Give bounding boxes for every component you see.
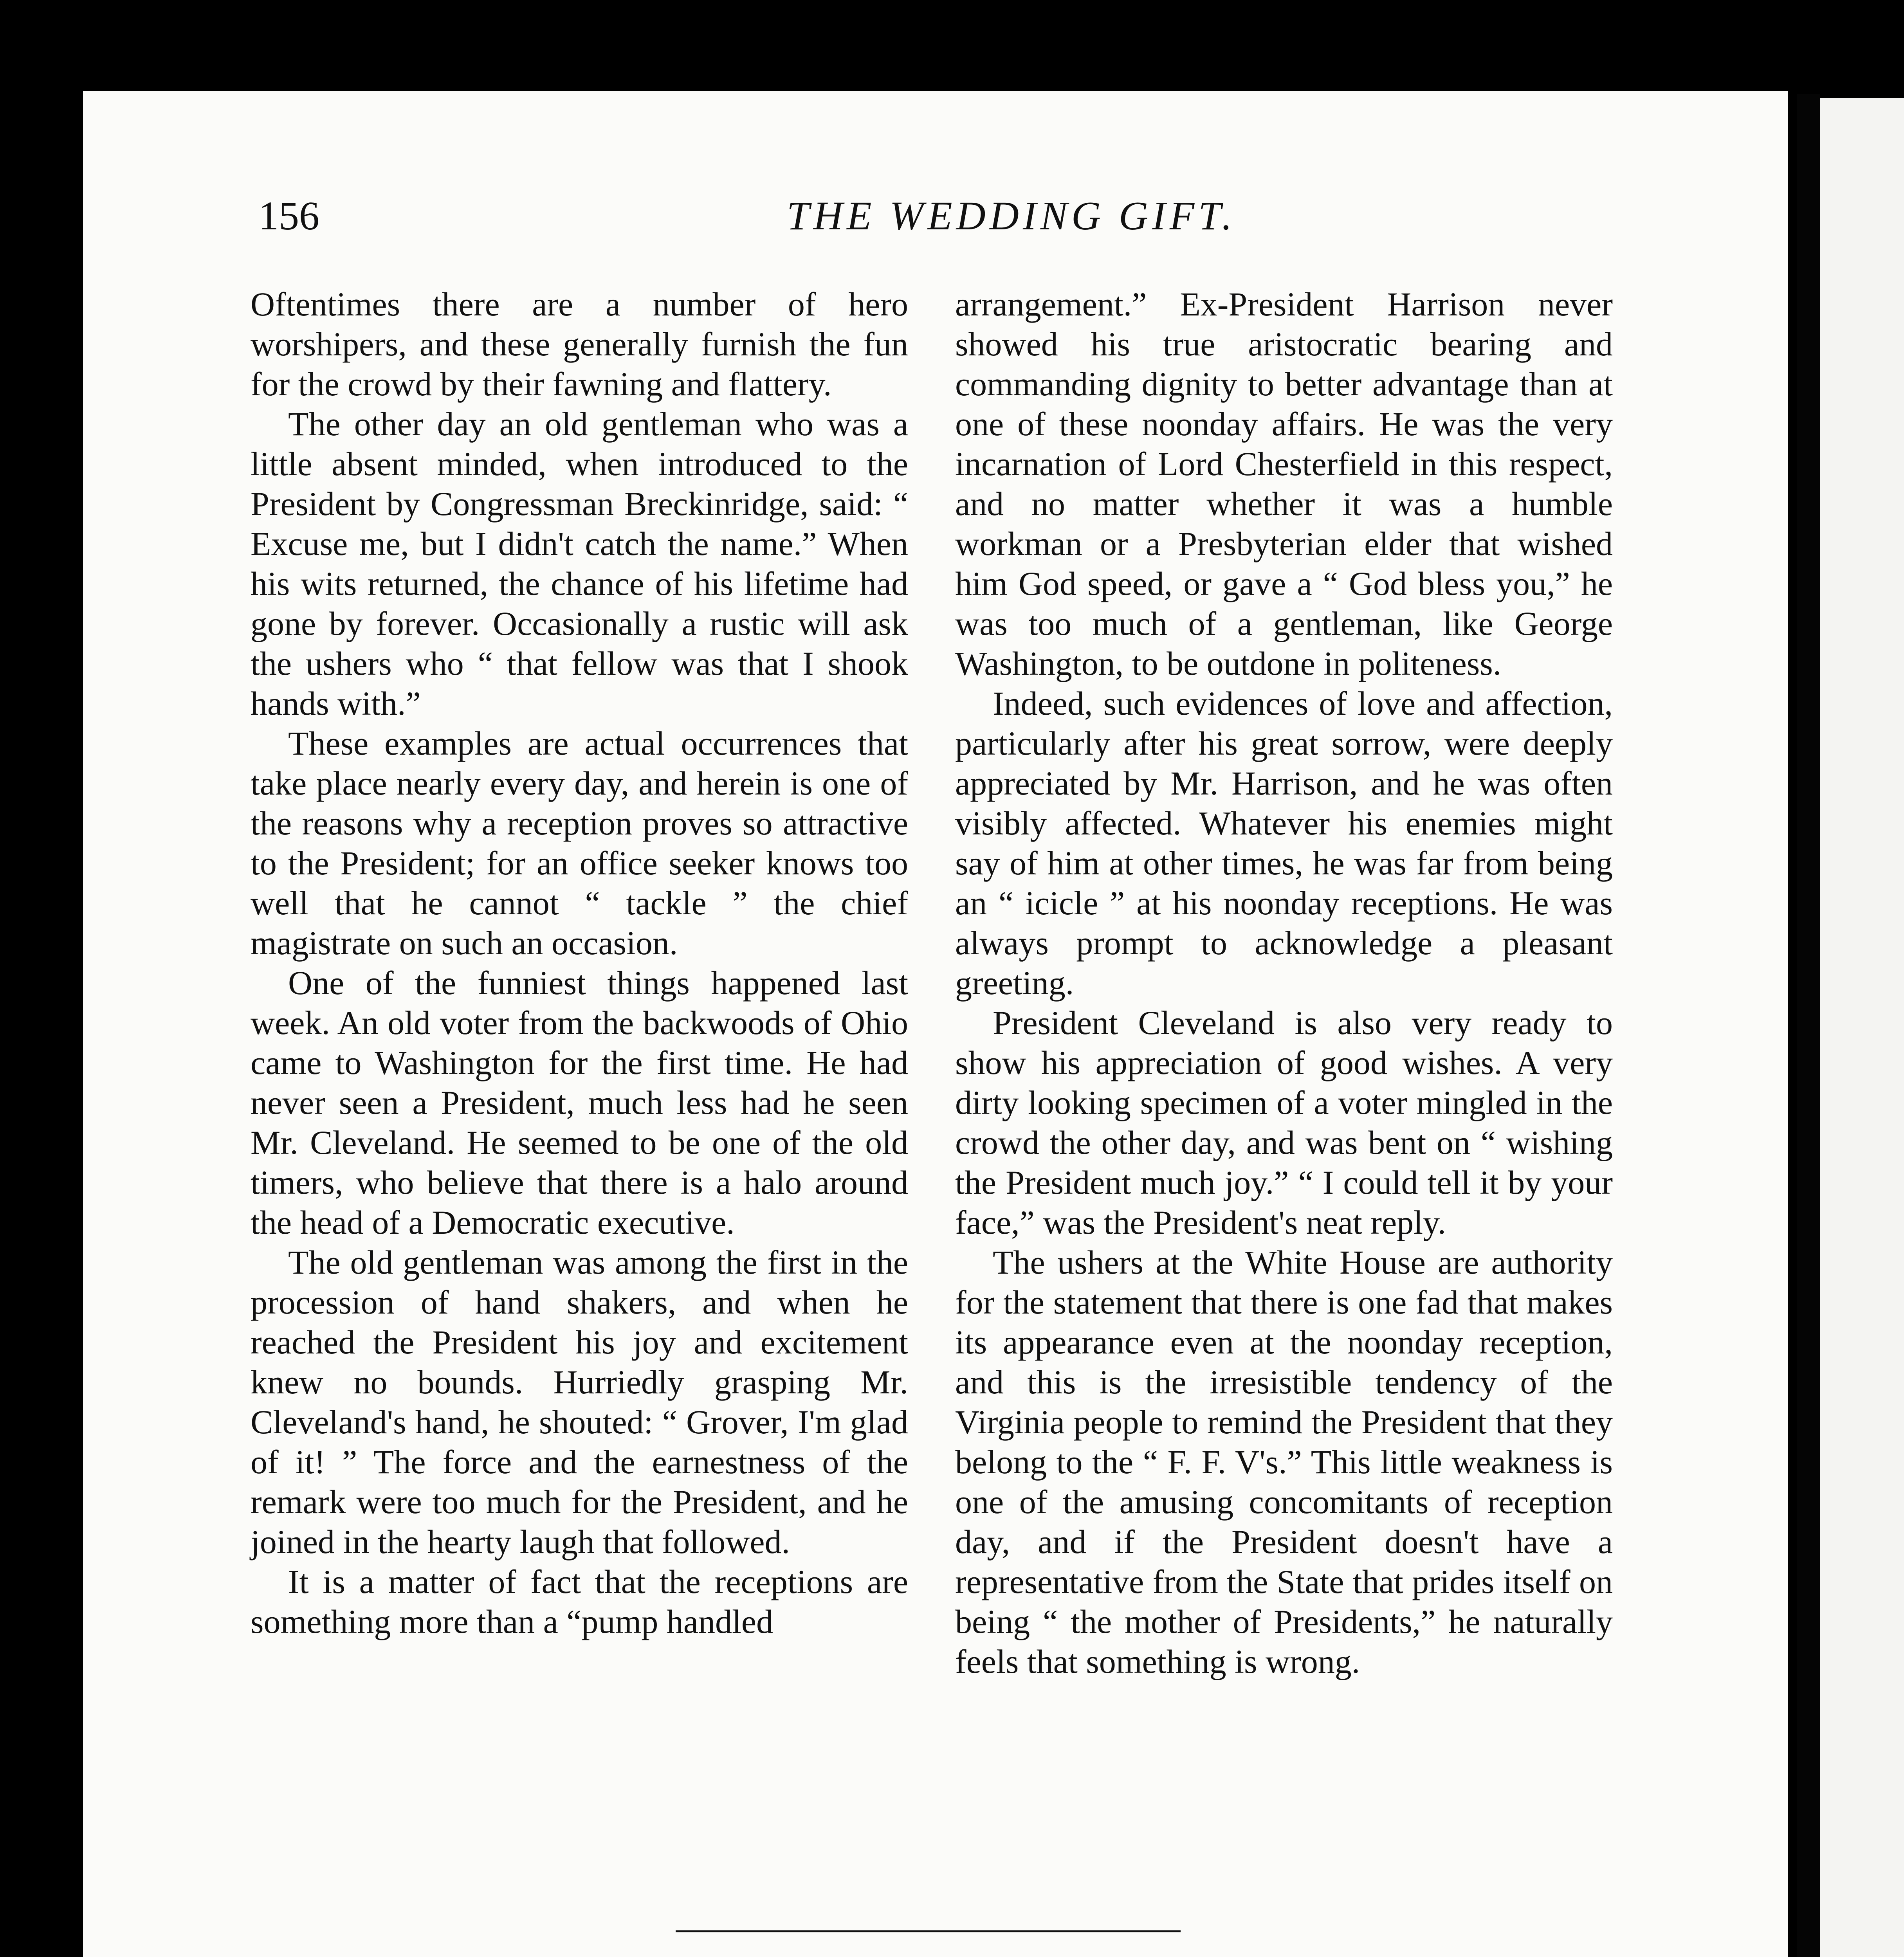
paragraph: Oftentimes there are a number of hero worshipers, and these generally furnish the fun for the crowd by their fawning and flattery. [251, 285, 908, 403]
page-header [176, 193, 1648, 250]
adjacent-page-edge [1820, 98, 1904, 1957]
paragraph: arrangement.” Ex-President Harrison never showed his true aristocratic bearing and commanding dignity to better advantage than at one of these noonday affairs. He was the very incarnation of Lord Chesterfield in this respect, and no matter whether it was a humble workman or a Presbyterian elder that wished him God speed, or gave a “ God bless you,” he was too much of a gentleman, like George Washington, to be outdone in politeness. [955, 285, 1613, 682]
paragraph: The other day an old gentleman who was a little absent minded, when introduced to the President by Congressman Breckinridge, said: “ Excuse me, but I didn't catch the name.” When his wits returned, the chance of his lifetime had gone by forever. Occasionally a rustic will ask the ushers who “ that fellow was that I shook hands with.” [251, 405, 908, 722]
paragraph: The old gentleman was among the first in the procession of hand shakers, and when he reached the President his joy and excitement knew no bounds. Hurriedly grasping Mr. Cleveland's hand, he shouted: “ Grover, I'm glad of it! ” The force and the earnestness of the remark were too much for the President, and he joined in the hearty laugh that followed. [251, 1243, 908, 1561]
running-title: THE WEDDING GIFT. [787, 193, 1236, 238]
paragraph: One of the funniest things happened last week. An old voter from the backwoods of Ohio came to Washington for the first time. He had never seen a President, much less had he seen Mr. Cleveland. He seemed to be one of the old timers, who believe that there is a halo around the head of a Democratic executive. [251, 964, 908, 1241]
article-left-column [251, 284, 908, 1642]
paragraph: These examples are actual occurrences that take place nearly every day, and herein is one of the reasons why a reception proves so attractive to the President; for an office seeker knows too well that he cannot “ tackle ” the chief magistrate on such an occasion. [251, 724, 908, 962]
paragraph: President Cleveland is also very ready to show his appreciation of good wishes. A very dirty looking specimen of a voter mingled in the crowd the other day, and was bent on “ wishing the President much joy.” “ I could tell it by your face,” was the President's neat reply. [955, 1004, 1613, 1241]
article-right-column [955, 284, 1613, 1681]
paragraph: It is a matter of fact that the receptions are something more than a “pump handled [251, 1563, 908, 1640]
page-number: 156 [258, 193, 319, 238]
book-gutter [1797, 94, 1820, 1957]
paragraph: Indeed, such evidences of love and affection, particularly after his great sorrow, were deeply appreciated by Mr. Harrison, and he was often visibly affected. Whatever his enemies might say of him at other times, he was far from being an “ icicle ” at his noonday receptions. He was always prompt to acknowledge a pleasant greeting. [955, 685, 1613, 1002]
section-divider [676, 1930, 1181, 1932]
paragraph: The ushers at the White House are authority for the statement that there is one fad that makes its appearance even at the noonday reception, and this is the irresistible tendency of the Virginia people to remind the President that they belong to the “ F. F. V's.” This little weakness is one of the amusing concomitants of reception day, and if the President doesn't have a representative from the State that prides itself on being “ the mother of Presidents,” he naturally feels that something is wrong. [955, 1243, 1613, 1680]
